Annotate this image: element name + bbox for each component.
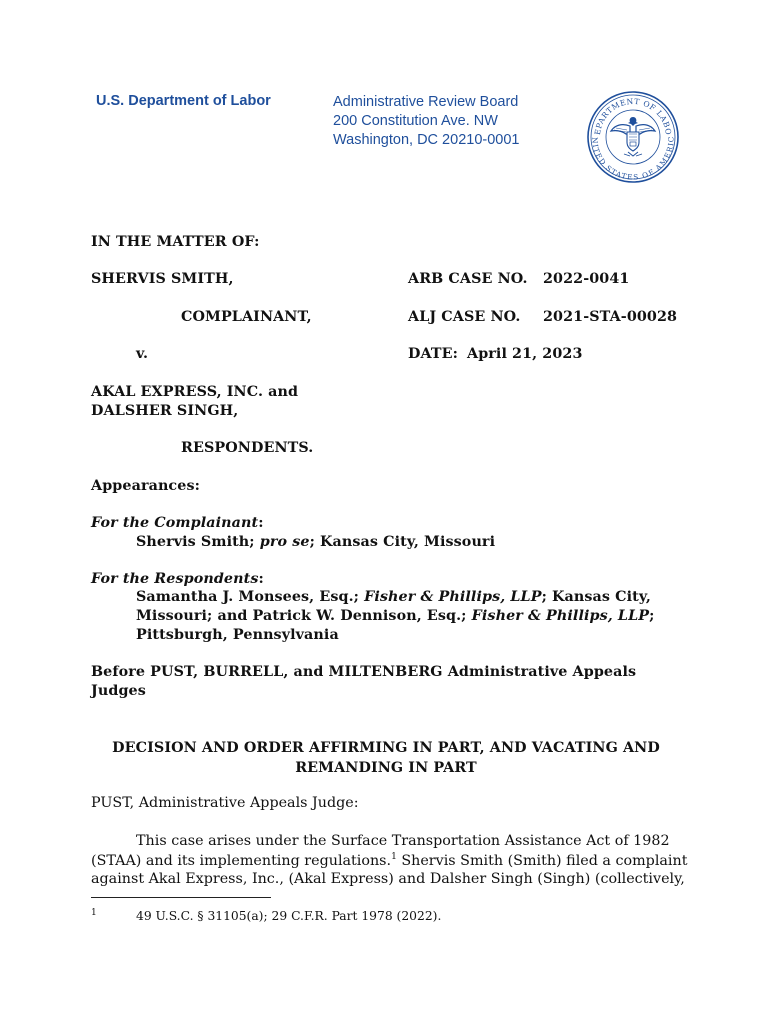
alj-case-number: 2021-STA-00028 xyxy=(543,309,678,325)
footnote-divider xyxy=(91,897,271,898)
panel-line: Before PUST, BURRELL, and MILTENBERG Administrative Appeals xyxy=(91,664,637,680)
panel-line: Judges xyxy=(91,683,146,699)
footnote-number: 1 xyxy=(91,908,97,918)
respondents-appearance-heading: For the Respondents: xyxy=(91,571,264,587)
seal-text-top: EPARTMENT OF LABO xyxy=(592,96,674,136)
footnote-ref-link[interactable]: 1 xyxy=(391,852,397,862)
respondent-line: DALSHER SINGH, xyxy=(91,403,239,419)
body-line: This case arises under the Surface Transportation Assistance Act of 1982 xyxy=(136,833,670,849)
respondents-appearance-line: Missouri; and Patrick W. Dennison, Esq.; Fisher & Phillips, LLP; xyxy=(136,608,655,624)
arb-case-number: 2022-0041 xyxy=(543,271,630,287)
body-line: against Akal Express, Inc., (Akal Express) and Dalsher Singh (Singh) (collectively, xyxy=(91,871,685,887)
date-label: DATE: xyxy=(408,346,459,362)
department-seal-icon xyxy=(586,90,680,184)
footnote-text: 49 U.S.C. § 31105(a); 29 C.F.R. Part 1978 (2022). xyxy=(136,909,442,923)
versus-label: v. xyxy=(136,346,149,362)
in-the-matter-heading: IN THE MATTER OF: xyxy=(91,234,260,250)
complainant-role: COMPLAINANT, xyxy=(181,309,312,325)
complainant-appearance: Shervis Smith; pro se; Kansas City, Missouri xyxy=(136,534,496,550)
seal-text-bottom: NITED STATES OF AMERIC xyxy=(590,136,676,182)
body-line: (STAA) and its implementing regulations.$^1$ Shervis Smith (Smith) filed a complaint xyxy=(91,852,688,869)
decision-title: DECISION AND ORDER AFFIRMING IN PART, AND VACATING AND REMANDING IN PART xyxy=(112,740,660,776)
arb-case-label: ARB CASE NO. xyxy=(408,271,528,287)
complainant-appearance-heading: For the Complainant: xyxy=(91,515,264,531)
respondents-appearance-line: Pittsburgh, Pennsylvania xyxy=(136,627,339,643)
address-line: Washington, DC 20210-0001 xyxy=(333,132,520,148)
respondent-role: RESPONDENTS. xyxy=(181,440,314,456)
board-address xyxy=(333,93,519,150)
opinion-author: PUST, Administrative Appeals Judge: xyxy=(91,795,359,811)
appearances-heading: Appearances: xyxy=(91,478,200,494)
address-line: Administrative Review Board xyxy=(333,94,519,110)
alj-case-label: ALJ CASE NO. xyxy=(408,309,521,325)
address-line: 200 Constitution Ave. NW xyxy=(333,113,498,129)
respondent-line: AKAL EXPRESS, INC. and xyxy=(91,384,299,400)
complainant-name: SHERVIS SMITH, xyxy=(91,271,234,287)
decision-date: April 21, 2023 xyxy=(467,346,583,362)
agency-name: U.S. Department of Labor xyxy=(96,93,271,109)
respondents-appearance-line: Samantha J. Monsees, Esq.; Fisher & Phillips, LLP; Kansas City, xyxy=(136,589,651,605)
